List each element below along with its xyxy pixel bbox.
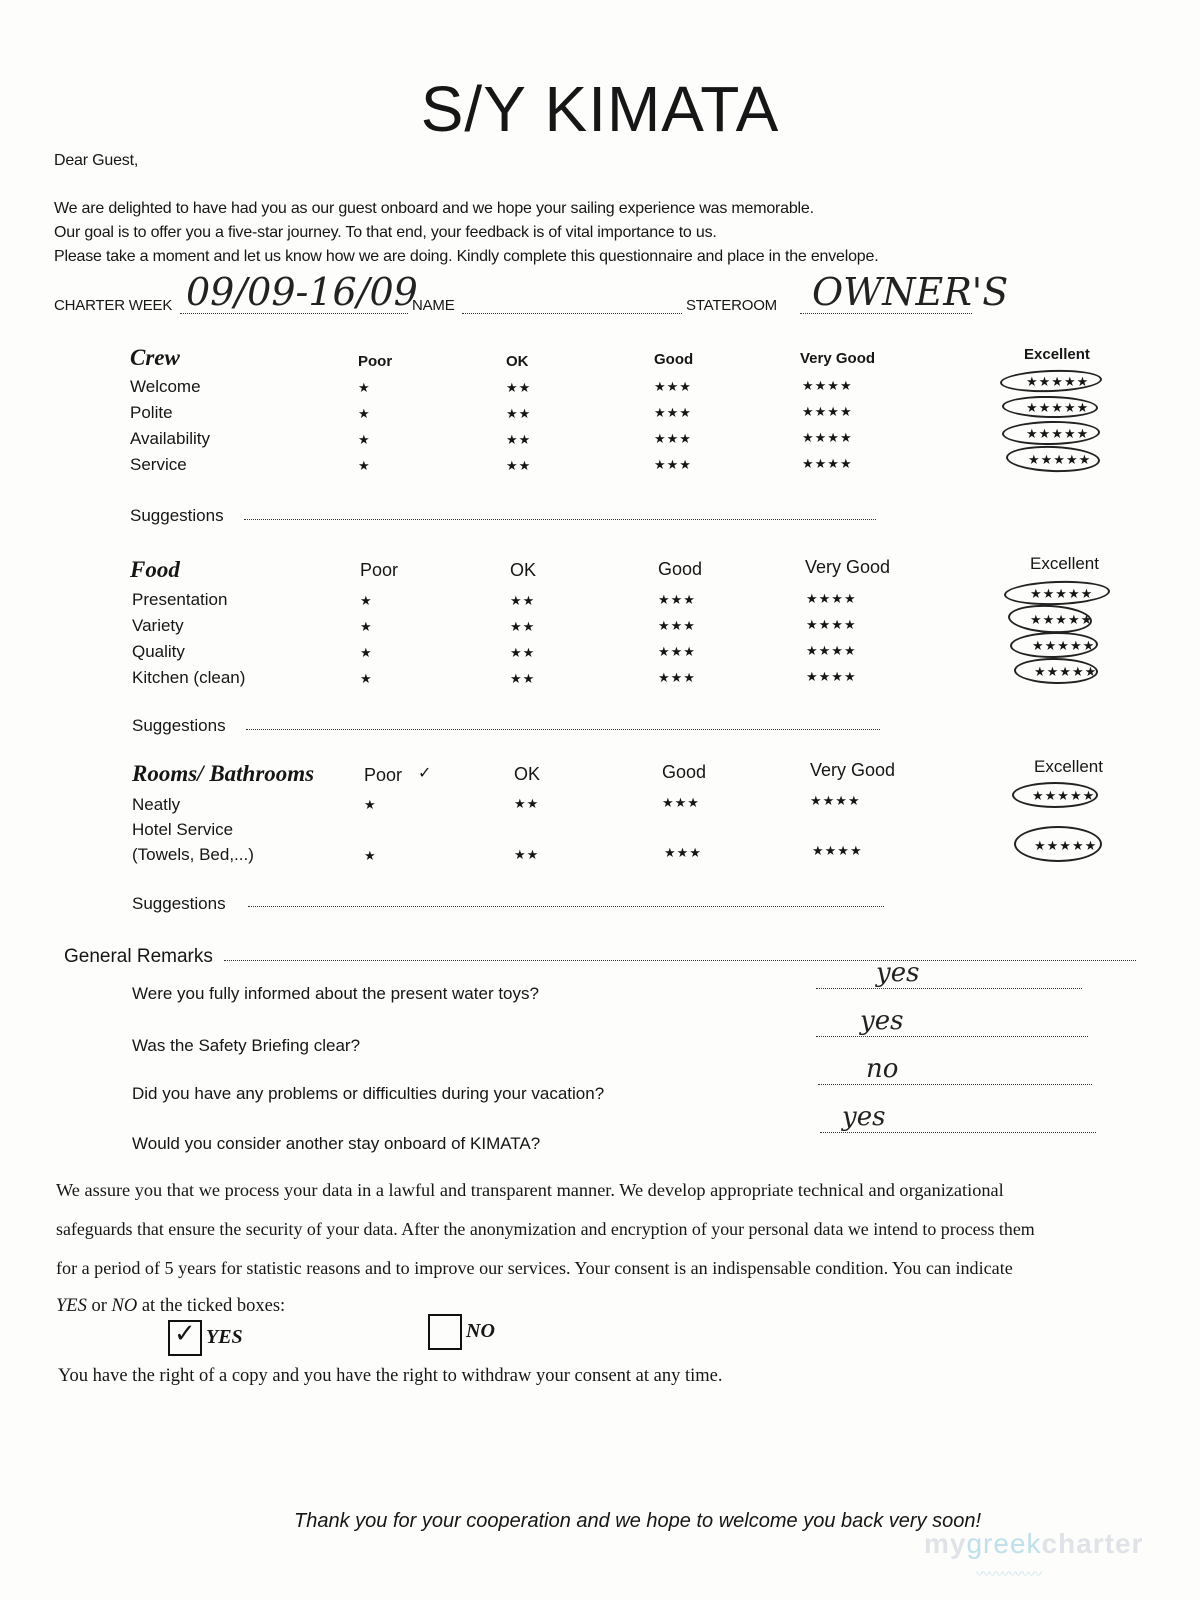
food-presentation-selected-mark bbox=[1004, 579, 1111, 607]
crew-welcome-ok[interactable]: ★★ bbox=[506, 380, 532, 395]
crew-polite-good[interactable]: ★★★ bbox=[654, 405, 692, 420]
consent-line-1: We assure you that we process your data in a lawful and transparent manner. We develop appropriate technical and organizational bbox=[56, 1180, 1004, 1200]
food-presentation-excellent[interactable]: ★★★★★ bbox=[1030, 586, 1094, 601]
food-variety-ok[interactable]: ★★ bbox=[510, 619, 536, 634]
watermark-suffix: charter bbox=[1041, 1528, 1144, 1559]
answer-another-stay[interactable]: yes bbox=[842, 1102, 886, 1132]
charter-week-value[interactable]: 09/09-16/09 bbox=[186, 270, 418, 314]
rooms-neatly-very-good[interactable]: ★★★★ bbox=[810, 793, 861, 808]
crew-header-ok: OK bbox=[506, 353, 529, 370]
section-title-crew: Crew bbox=[130, 345, 180, 370]
consent-no-word: NO bbox=[111, 1296, 138, 1316]
stateroom-value[interactable]: OWNER'S bbox=[812, 270, 1009, 314]
food-header-ok: OK bbox=[510, 560, 537, 580]
general-remarks-label: General Remarks bbox=[64, 946, 213, 967]
food-presentation-ok[interactable]: ★★ bbox=[510, 593, 536, 608]
section-title-rooms: Rooms/ Bathrooms bbox=[132, 761, 315, 786]
food-presentation-very-good[interactable]: ★★★★ bbox=[806, 591, 857, 606]
rooms-hotel-service-good[interactable]: ★★★ bbox=[664, 845, 702, 860]
stray-tick-mark: ✓ bbox=[418, 765, 432, 782]
rooms-neatly-selected-mark bbox=[1012, 782, 1098, 808]
general-remarks-line[interactable] bbox=[224, 960, 1136, 961]
answer-line-problems bbox=[818, 1084, 1092, 1085]
crew-welcome-excellent[interactable]: ★★★★★ bbox=[1026, 374, 1090, 389]
rooms-header-very-good: Very Good bbox=[810, 760, 896, 780]
consent-yes-tick-icon: ✓ bbox=[174, 1318, 196, 1348]
food-variety-selected-mark bbox=[1007, 603, 1092, 635]
question-another-stay: Would you consider another stay onboard of KIMATA? bbox=[132, 1134, 541, 1153]
greeting: Dear Guest, bbox=[54, 152, 139, 169]
crew-availability-excellent[interactable]: ★★★★★ bbox=[1026, 426, 1090, 441]
rooms-hotel-service-very-good[interactable]: ★★★★ bbox=[812, 843, 863, 858]
crew-suggestions-line[interactable] bbox=[244, 519, 876, 520]
food-item-quality: Quality bbox=[132, 642, 185, 661]
watermark-prefix: my bbox=[924, 1528, 967, 1559]
answer-line-safety-briefing bbox=[816, 1036, 1088, 1037]
document-title: S/Y KIMATA bbox=[420, 73, 780, 145]
food-quality-very-good[interactable]: ★★★★ bbox=[806, 643, 857, 658]
food-kitchen-very-good[interactable]: ★★★★ bbox=[806, 669, 857, 684]
name-label: NAME bbox=[412, 297, 455, 314]
crew-service-ok[interactable]: ★★ bbox=[506, 458, 532, 473]
rooms-item-hotel-service-detail: (Towels, Bed,...) bbox=[132, 845, 254, 864]
stateroom-label: STATEROOM bbox=[686, 297, 777, 314]
watermark-middle: greek bbox=[966, 1528, 1042, 1559]
food-suggestions-label: Suggestions bbox=[132, 716, 226, 735]
crew-availability-good[interactable]: ★★★ bbox=[654, 431, 692, 446]
consent-instruction bbox=[56, 1296, 285, 1317]
question-safety-briefing: Was the Safety Briefing clear? bbox=[132, 1036, 361, 1055]
rooms-header-good: Good bbox=[662, 762, 707, 782]
intro-line-3: Please take a moment and let us know how we are doing. Kindly complete this questionnaire and place in the envelope. bbox=[54, 248, 879, 265]
answer-safety-briefing[interactable]: yes bbox=[860, 1006, 904, 1036]
intro-line-2: Our goal is to offer you a five-star journey. To that end, your feedback is of vital importance to us. bbox=[54, 224, 717, 241]
answer-problems[interactable]: no bbox=[866, 1054, 899, 1084]
consent-or-word: or bbox=[86, 1296, 112, 1316]
crew-header-poor: Poor bbox=[358, 353, 393, 370]
crew-availability-very-good[interactable]: ★★★★ bbox=[802, 430, 853, 445]
rooms-header-excellent: Excellent bbox=[1034, 757, 1103, 776]
rooms-item-hotel-service: Hotel Service bbox=[132, 820, 234, 839]
rooms-header-poor: Poor bbox=[364, 765, 403, 785]
answer-line-water-toys bbox=[816, 988, 1082, 989]
rooms-suggestions-label: Suggestions bbox=[132, 894, 226, 913]
crew-polite-very-good[interactable]: ★★★★ bbox=[802, 404, 853, 419]
food-variety-excellent[interactable]: ★★★★★ bbox=[1030, 612, 1094, 627]
crew-polite-selected-mark bbox=[1002, 395, 1098, 419]
rooms-hotel-service-poor[interactable]: ★ bbox=[364, 848, 377, 863]
food-header-excellent: Excellent bbox=[1030, 554, 1099, 573]
section-title-food: Food bbox=[130, 557, 180, 582]
consent-yes-word: YES bbox=[56, 1296, 87, 1316]
food-suggestions-line[interactable] bbox=[246, 729, 880, 730]
crew-service-poor[interactable]: ★ bbox=[358, 458, 371, 473]
crew-welcome-good[interactable]: ★★★ bbox=[654, 379, 692, 394]
food-quality-selected-mark bbox=[1010, 631, 1098, 659]
rooms-neatly-excellent[interactable]: ★★★★★ bbox=[1032, 788, 1096, 803]
rooms-hotel-service-selected-mark bbox=[1014, 826, 1102, 862]
rooms-header-ok: OK bbox=[514, 764, 541, 784]
food-item-variety: Variety bbox=[132, 616, 184, 635]
consent-yes-label: YES bbox=[206, 1326, 243, 1348]
crew-header-excellent: Excellent bbox=[1024, 346, 1090, 363]
consent-line-3: for a period of 5 years for statistic reasons and to improve our services. Your consent is an indispensable condition. You can indicate bbox=[56, 1258, 1013, 1278]
crew-welcome-very-good[interactable]: ★★★★ bbox=[802, 378, 853, 393]
rooms-neatly-ok[interactable]: ★★ bbox=[514, 796, 540, 811]
rooms-neatly-good[interactable]: ★★★ bbox=[662, 795, 700, 810]
crew-polite-poor[interactable]: ★ bbox=[358, 406, 371, 421]
watermark-wave-icon: 〰〰〰〰〰 bbox=[976, 1566, 1041, 1582]
rooms-item-neatly: Neatly bbox=[132, 795, 181, 814]
crew-service-selected-mark bbox=[1006, 444, 1101, 473]
food-kitchen-ok[interactable]: ★★ bbox=[510, 671, 536, 686]
rooms-hotel-service-excellent[interactable]: ★★★★★ bbox=[1034, 838, 1098, 853]
crew-suggestions-label: Suggestions bbox=[130, 506, 224, 525]
consent-line-2: safeguards that ensure the security of your data. After the anonymization and encryption of your personal data we intend to process them bbox=[56, 1219, 1035, 1239]
food-kitchen-good[interactable]: ★★★ bbox=[658, 670, 696, 685]
crew-item-service: Service bbox=[130, 455, 187, 474]
rooms-hotel-service-ok[interactable]: ★★ bbox=[514, 847, 540, 862]
answer-water-toys[interactable]: yes bbox=[876, 958, 920, 988]
crew-polite-excellent[interactable]: ★★★★★ bbox=[1026, 400, 1090, 415]
answer-line-another-stay bbox=[820, 1132, 1096, 1133]
food-item-presentation: Presentation bbox=[132, 590, 228, 609]
food-quality-ok[interactable]: ★★ bbox=[510, 645, 536, 660]
food-kitchen-excellent[interactable]: ★★★★★ bbox=[1034, 664, 1098, 679]
food-header-very-good: Very Good bbox=[805, 557, 891, 577]
question-water-toys: Were you fully informed about the present water toys? bbox=[132, 984, 539, 1003]
intro-line-1: We are delighted to have had you as our guest onboard and we hope your sailing experience was memorable. bbox=[54, 200, 814, 217]
crew-service-excellent[interactable]: ★★★★★ bbox=[1028, 452, 1092, 467]
rooms-neatly-poor[interactable]: ★ bbox=[364, 797, 377, 812]
name-line[interactable] bbox=[462, 313, 682, 314]
crew-welcome-poor[interactable]: ★ bbox=[358, 380, 371, 395]
thank-you-message: Thank you for your cooperation and we hope to welcome you back very soon! bbox=[294, 1510, 982, 1532]
food-presentation-poor[interactable]: ★ bbox=[360, 593, 373, 608]
food-quality-excellent[interactable]: ★★★★★ bbox=[1032, 638, 1096, 653]
crew-item-availability: Availability bbox=[130, 429, 211, 448]
consent-rights: You have the right of a copy and you have the right to withdraw your consent at any time. bbox=[58, 1366, 723, 1386]
food-item-kitchen: Kitchen (clean) bbox=[132, 668, 246, 687]
crew-availability-poor[interactable]: ★ bbox=[358, 432, 371, 447]
crew-polite-ok[interactable]: ★★ bbox=[506, 406, 532, 421]
food-variety-good[interactable]: ★★★ bbox=[658, 618, 696, 633]
food-kitchen-selected-mark bbox=[1014, 657, 1098, 684]
crew-header-very-good: Very Good bbox=[800, 350, 876, 367]
consent-tail: at the ticked boxes: bbox=[137, 1296, 286, 1316]
crew-item-welcome: Welcome bbox=[130, 377, 201, 396]
food-quality-good[interactable]: ★★★ bbox=[658, 644, 696, 659]
food-variety-very-good[interactable]: ★★★★ bbox=[806, 617, 857, 632]
crew-service-good[interactable]: ★★★ bbox=[654, 457, 692, 472]
crew-service-very-good[interactable]: ★★★★ bbox=[802, 456, 853, 471]
consent-no-label: NO bbox=[466, 1320, 495, 1342]
consent-no-checkbox[interactable] bbox=[428, 1314, 462, 1350]
rooms-suggestions-line[interactable] bbox=[248, 906, 884, 907]
food-header-good: Good bbox=[658, 559, 703, 579]
food-kitchen-poor[interactable]: ★ bbox=[360, 671, 373, 686]
food-presentation-good[interactable]: ★★★ bbox=[658, 592, 696, 607]
crew-availability-ok[interactable]: ★★ bbox=[506, 432, 532, 447]
food-variety-poor[interactable]: ★ bbox=[360, 619, 373, 634]
food-quality-poor[interactable]: ★ bbox=[360, 645, 373, 660]
crew-header-good: Good bbox=[654, 351, 694, 368]
charter-week-label: CHARTER WEEK bbox=[54, 297, 173, 314]
watermark-logo bbox=[924, 1528, 1143, 1560]
crew-item-polite: Polite bbox=[130, 403, 173, 422]
food-header-poor: Poor bbox=[360, 560, 399, 580]
question-problems: Did you have any problems or difficulties during your vacation? bbox=[132, 1084, 605, 1103]
